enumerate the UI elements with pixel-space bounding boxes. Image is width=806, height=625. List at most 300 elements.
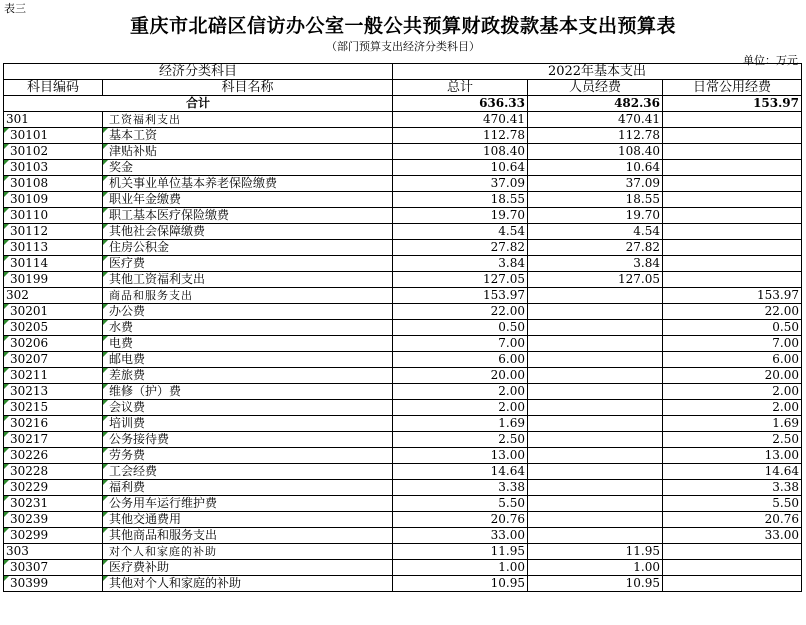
cell-name — [103, 496, 393, 512]
cell-marker-icon — [4, 432, 9, 437]
cell-total — [393, 192, 528, 208]
cell-code-text: 30114 — [10, 256, 49, 270]
cell-marker-icon — [4, 512, 9, 517]
cell-public-text: 20.00 — [764, 368, 799, 382]
total-sum: 636.33 — [393, 96, 528, 112]
cell-code — [4, 480, 103, 496]
cell-personnel — [528, 112, 663, 128]
header-year: 2022年基本支出 — [393, 64, 802, 80]
table-row — [4, 272, 802, 288]
cell-code-text: 30215 — [10, 400, 49, 414]
cell-total — [393, 224, 528, 240]
cell-personnel — [528, 144, 663, 160]
cell-code — [4, 192, 103, 208]
cell-total-text: 4.54 — [498, 224, 525, 238]
cell-marker-icon — [103, 576, 108, 581]
cell-public — [663, 432, 802, 448]
table-row — [4, 208, 802, 224]
cell-name — [103, 576, 393, 592]
cell-marker-icon — [4, 464, 9, 469]
cell-name-text: 会议费 — [109, 400, 146, 414]
cell-name — [103, 304, 393, 320]
cell-code-text: 30205 — [10, 320, 49, 334]
cell-name-text: 邮电费 — [109, 352, 146, 366]
cell-code — [4, 256, 103, 272]
cell-name — [103, 128, 393, 144]
cell-personnel — [528, 224, 663, 240]
cell-name-text: 商品和服务支出 — [109, 289, 193, 302]
cell-total — [393, 208, 528, 224]
cell-personnel-text: 127.05 — [618, 272, 660, 286]
cell-code-text: 30211 — [10, 368, 49, 382]
cell-code-text: 30110 — [10, 208, 49, 222]
cell-code — [4, 464, 103, 480]
cell-total — [393, 480, 528, 496]
cell-personnel — [528, 400, 663, 416]
cell-personnel — [528, 288, 663, 304]
cell-name-text: 职工基本医疗保险缴费 — [109, 208, 230, 222]
cell-public-text: 2.00 — [772, 384, 799, 398]
cell-code — [4, 336, 103, 352]
cell-personnel — [528, 240, 663, 256]
cell-marker-icon — [4, 176, 9, 181]
cell-total — [393, 128, 528, 144]
cell-personnel-text: 4.54 — [633, 224, 660, 238]
cell-name-text: 培训费 — [109, 416, 146, 430]
cell-personnel — [528, 176, 663, 192]
cell-marker-icon — [103, 352, 108, 357]
cell-code-text: 30307 — [10, 560, 49, 574]
cell-public-text: 7.00 — [772, 336, 799, 350]
cell-name — [103, 144, 393, 160]
cell-code-text: 30226 — [10, 448, 49, 462]
cell-marker-icon — [4, 496, 9, 501]
cell-total-text: 2.00 — [498, 384, 525, 398]
total-public: 153.97 — [663, 96, 802, 112]
cell-public — [663, 192, 802, 208]
cell-marker-icon — [103, 384, 108, 389]
cell-marker-icon — [4, 144, 9, 149]
cell-name — [103, 480, 393, 496]
cell-code — [4, 368, 103, 384]
cell-total — [393, 560, 528, 576]
cell-public — [663, 528, 802, 544]
cell-name — [103, 224, 393, 240]
cell-code — [4, 128, 103, 144]
cell-name — [103, 208, 393, 224]
cell-public — [663, 368, 802, 384]
cell-marker-icon — [103, 176, 108, 181]
cell-name — [103, 112, 393, 128]
page-subtitle: （部门预算支出经济分类科目） — [326, 40, 480, 53]
cell-public — [663, 128, 802, 144]
cell-marker-icon — [103, 128, 108, 133]
cell-public-text: 14.64 — [764, 464, 799, 478]
cell-name — [103, 400, 393, 416]
cell-public — [663, 512, 802, 528]
cell-code — [4, 528, 103, 544]
table-row — [4, 352, 802, 368]
cell-name — [103, 160, 393, 176]
cell-name — [103, 368, 393, 384]
cell-marker-icon — [103, 464, 108, 469]
cell-name-text: 其他商品和服务支出 — [109, 528, 218, 542]
cell-public — [663, 272, 802, 288]
cell-public — [663, 336, 802, 352]
table-row — [4, 400, 802, 416]
cell-code — [4, 352, 103, 368]
group-row — [4, 112, 802, 128]
cell-code — [4, 496, 103, 512]
cell-name-text: 其他交通费用 — [109, 512, 182, 526]
cell-public — [663, 544, 802, 560]
cell-personnel — [528, 576, 663, 592]
cell-public — [663, 160, 802, 176]
cell-personnel-text: 10.95 — [625, 576, 660, 590]
cell-code — [4, 304, 103, 320]
cell-marker-icon — [4, 336, 9, 341]
cell-public — [663, 560, 802, 576]
table-row — [4, 160, 802, 176]
cell-marker-icon — [103, 528, 108, 533]
cell-public-text: 13.00 — [764, 448, 799, 462]
cell-personnel-text: 37.09 — [625, 176, 660, 190]
cell-code — [4, 448, 103, 464]
budget-table — [3, 63, 802, 592]
cell-code — [4, 544, 103, 560]
cell-public-text: 6.00 — [772, 352, 799, 366]
cell-code — [4, 112, 103, 128]
cell-code-text: 30201 — [10, 304, 49, 318]
cell-marker-icon — [103, 336, 108, 341]
cell-public-text: 5.50 — [772, 496, 799, 510]
cell-total — [393, 464, 528, 480]
cell-name-text: 福利费 — [109, 480, 146, 494]
cell-name — [103, 528, 393, 544]
cell-total-text: 19.70 — [490, 208, 525, 222]
cell-name-text: 医疗费 — [109, 256, 146, 270]
cell-code — [4, 288, 103, 304]
cell-total-text: 112.78 — [483, 128, 525, 142]
cell-public — [663, 320, 802, 336]
header-econ-category: 经济分类科目 — [4, 64, 393, 80]
cell-marker-icon — [103, 224, 108, 229]
cell-total — [393, 256, 528, 272]
cell-total — [393, 400, 528, 416]
cell-code-text: 30108 — [10, 176, 49, 190]
cell-marker-icon — [4, 480, 9, 485]
cell-marker-icon — [4, 304, 9, 309]
header-personnel: 人员经费 — [528, 80, 663, 96]
cell-personnel — [528, 496, 663, 512]
cell-name-text: 其他对个人和家庭的补助 — [109, 576, 242, 590]
table-row — [4, 368, 802, 384]
cell-name — [103, 544, 393, 560]
cell-code-text: 30113 — [10, 240, 49, 254]
cell-total-text: 18.55 — [490, 192, 525, 206]
cell-public-text: 153.97 — [757, 288, 799, 302]
cell-marker-icon — [103, 304, 108, 309]
cell-personnel — [528, 192, 663, 208]
cell-public — [663, 144, 802, 160]
cell-personnel — [528, 560, 663, 576]
group-row — [4, 288, 802, 304]
table-row — [4, 128, 802, 144]
cell-code-text: 30103 — [10, 160, 49, 174]
cell-public-text: 3.38 — [772, 480, 799, 494]
unit-label: 单位：万元 — [743, 54, 798, 67]
cell-name — [103, 416, 393, 432]
cell-personnel — [528, 272, 663, 288]
cell-marker-icon — [103, 448, 108, 453]
cell-code-text: 30101 — [10, 128, 49, 142]
cell-public — [663, 416, 802, 432]
cell-personnel — [528, 320, 663, 336]
cell-name — [103, 240, 393, 256]
cell-personnel — [528, 528, 663, 544]
cell-total — [393, 160, 528, 176]
cell-total — [393, 528, 528, 544]
cell-public — [663, 384, 802, 400]
cell-name-text: 维修（护）费 — [109, 384, 182, 398]
cell-personnel — [528, 480, 663, 496]
group-row — [4, 544, 802, 560]
cell-total-text: 10.95 — [490, 576, 525, 590]
cell-public — [663, 352, 802, 368]
cell-name — [103, 176, 393, 192]
cell-personnel — [528, 352, 663, 368]
cell-marker-icon — [4, 528, 9, 533]
cell-public — [663, 256, 802, 272]
cell-personnel — [528, 336, 663, 352]
cell-public — [663, 400, 802, 416]
cell-marker-icon — [4, 416, 9, 421]
cell-name-text: 职业年金缴费 — [109, 192, 182, 206]
cell-total — [393, 272, 528, 288]
cell-public-text: 20.76 — [764, 512, 799, 526]
cell-total — [393, 544, 528, 560]
cell-public — [663, 288, 802, 304]
cell-code-text: 30207 — [10, 352, 49, 366]
cell-public — [663, 224, 802, 240]
cell-total-text: 37.09 — [490, 176, 525, 190]
table-row — [4, 448, 802, 464]
cell-name-text: 津贴补贴 — [109, 144, 158, 158]
header-total: 总计 — [393, 80, 528, 96]
cell-code-text: 30399 — [10, 576, 49, 590]
cell-total-text: 127.05 — [483, 272, 525, 286]
cell-code-text: 30109 — [10, 192, 49, 206]
cell-public-text: 2.50 — [772, 432, 799, 446]
cell-total — [393, 320, 528, 336]
cell-personnel-text: 18.55 — [625, 192, 660, 206]
cell-name — [103, 192, 393, 208]
cell-personnel-text: 27.82 — [625, 240, 660, 254]
cell-name-text: 医疗费补助 — [109, 560, 170, 574]
cell-public-text: 0.50 — [772, 320, 799, 334]
cell-name-text: 差旅费 — [109, 368, 146, 382]
cell-marker-icon — [103, 144, 108, 149]
cell-code — [4, 512, 103, 528]
cell-code-text: 303 — [6, 544, 29, 558]
cell-total-text: 13.00 — [490, 448, 525, 462]
cell-total-text: 470.41 — [483, 112, 525, 126]
cell-public — [663, 448, 802, 464]
cell-total-text: 6.00 — [498, 352, 525, 366]
cell-total — [393, 368, 528, 384]
cell-public — [663, 480, 802, 496]
cell-code-text: 30206 — [10, 336, 49, 350]
cell-personnel — [528, 160, 663, 176]
cell-code-text: 30231 — [10, 496, 49, 510]
cell-name — [103, 432, 393, 448]
cell-total-text: 20.00 — [490, 368, 525, 382]
cell-marker-icon — [103, 160, 108, 165]
cell-personnel-text: 10.64 — [625, 160, 660, 174]
cell-marker-icon — [103, 496, 108, 501]
cell-total-text: 1.00 — [498, 560, 525, 574]
cell-total-text: 7.00 — [498, 336, 525, 350]
cell-marker-icon — [4, 160, 9, 165]
cell-total — [393, 432, 528, 448]
cell-name-text: 对个人和家庭的补助 — [109, 545, 217, 558]
total-label: 合计 — [4, 96, 393, 112]
cell-marker-icon — [4, 384, 9, 389]
cell-total — [393, 336, 528, 352]
cell-marker-icon — [103, 432, 108, 437]
cell-total — [393, 352, 528, 368]
cell-name-text: 劳务费 — [109, 448, 146, 462]
cell-name-text: 公务用车运行维护费 — [109, 496, 218, 510]
cell-marker-icon — [4, 272, 9, 277]
cell-code — [4, 432, 103, 448]
cell-personnel — [528, 384, 663, 400]
cell-total — [393, 176, 528, 192]
cell-personnel — [528, 416, 663, 432]
cell-name-text: 电费 — [109, 336, 134, 350]
cell-personnel-text: 470.41 — [618, 112, 660, 126]
table-row — [4, 512, 802, 528]
cell-marker-icon — [4, 208, 9, 213]
cell-total-text: 33.00 — [490, 528, 525, 542]
table-row — [4, 480, 802, 496]
table-row — [4, 304, 802, 320]
cell-total — [393, 448, 528, 464]
header-code: 科目编码 — [4, 80, 103, 96]
cell-public-text: 2.00 — [772, 400, 799, 414]
cell-name — [103, 336, 393, 352]
cell-name-text: 水费 — [109, 320, 134, 334]
cell-name — [103, 512, 393, 528]
cell-marker-icon — [103, 480, 108, 485]
cell-personnel-text: 108.40 — [618, 144, 660, 158]
cell-name — [103, 384, 393, 400]
table-row — [4, 528, 802, 544]
cell-code-text: 30229 — [10, 480, 49, 494]
cell-marker-icon — [4, 368, 9, 373]
cell-total — [393, 384, 528, 400]
cell-total-text: 22.00 — [490, 304, 525, 318]
table-row — [4, 240, 802, 256]
cell-total — [393, 576, 528, 592]
table-row — [4, 384, 802, 400]
cell-total-text: 153.97 — [483, 288, 525, 302]
cell-name — [103, 256, 393, 272]
cell-name — [103, 272, 393, 288]
cell-public — [663, 240, 802, 256]
cell-marker-icon — [103, 560, 108, 565]
cell-total-text: 0.50 — [498, 320, 525, 334]
table-row — [4, 144, 802, 160]
cell-total — [393, 288, 528, 304]
cell-name-text: 奖金 — [109, 160, 134, 174]
cell-public — [663, 208, 802, 224]
cell-code-text: 30102 — [10, 144, 49, 158]
cell-code-text: 30112 — [10, 224, 49, 238]
cell-personnel — [528, 512, 663, 528]
cell-personnel-text: 11.95 — [625, 544, 660, 558]
cell-total-text: 14.64 — [490, 464, 525, 478]
table-row — [4, 192, 802, 208]
total-personnel: 482.36 — [528, 96, 663, 112]
header-name: 科目名称 — [103, 80, 393, 96]
cell-code-text: 30228 — [10, 464, 49, 478]
cell-code — [4, 576, 103, 592]
cell-marker-icon — [103, 240, 108, 245]
table-row — [4, 256, 802, 272]
cell-total-text: 3.38 — [498, 480, 525, 494]
cell-code-text: 30199 — [10, 272, 49, 286]
cell-personnel — [528, 464, 663, 480]
cell-public-text: 22.00 — [764, 304, 799, 318]
cell-code — [4, 144, 103, 160]
cell-personnel — [528, 368, 663, 384]
cell-total — [393, 496, 528, 512]
cell-code — [4, 176, 103, 192]
cell-public — [663, 496, 802, 512]
cell-marker-icon — [4, 240, 9, 245]
table-row — [4, 320, 802, 336]
cell-total — [393, 416, 528, 432]
cell-personnel — [528, 304, 663, 320]
cell-name-text: 住房公积金 — [109, 240, 170, 254]
cell-name — [103, 464, 393, 480]
cell-personnel — [528, 432, 663, 448]
table-row — [4, 464, 802, 480]
table-row — [4, 336, 802, 352]
cell-code-text: 30239 — [10, 512, 49, 526]
cell-marker-icon — [103, 368, 108, 373]
cell-public — [663, 464, 802, 480]
cell-code — [4, 224, 103, 240]
cell-total — [393, 112, 528, 128]
cell-total-text: 10.64 — [490, 160, 525, 174]
cell-code — [4, 208, 103, 224]
cell-marker-icon — [4, 400, 9, 405]
cell-personnel-text: 3.84 — [633, 256, 660, 270]
cell-marker-icon — [4, 224, 9, 229]
cell-public — [663, 576, 802, 592]
cell-total-text: 2.50 — [498, 432, 525, 446]
cell-code — [4, 320, 103, 336]
cell-name-text: 办公费 — [109, 304, 146, 318]
cell-code-text: 30213 — [10, 384, 49, 398]
cell-name-text: 其他社会保障缴费 — [109, 224, 206, 238]
cell-total-text: 5.50 — [498, 496, 525, 510]
cell-marker-icon — [103, 416, 108, 421]
cell-code — [4, 384, 103, 400]
cell-marker-icon — [4, 192, 9, 197]
